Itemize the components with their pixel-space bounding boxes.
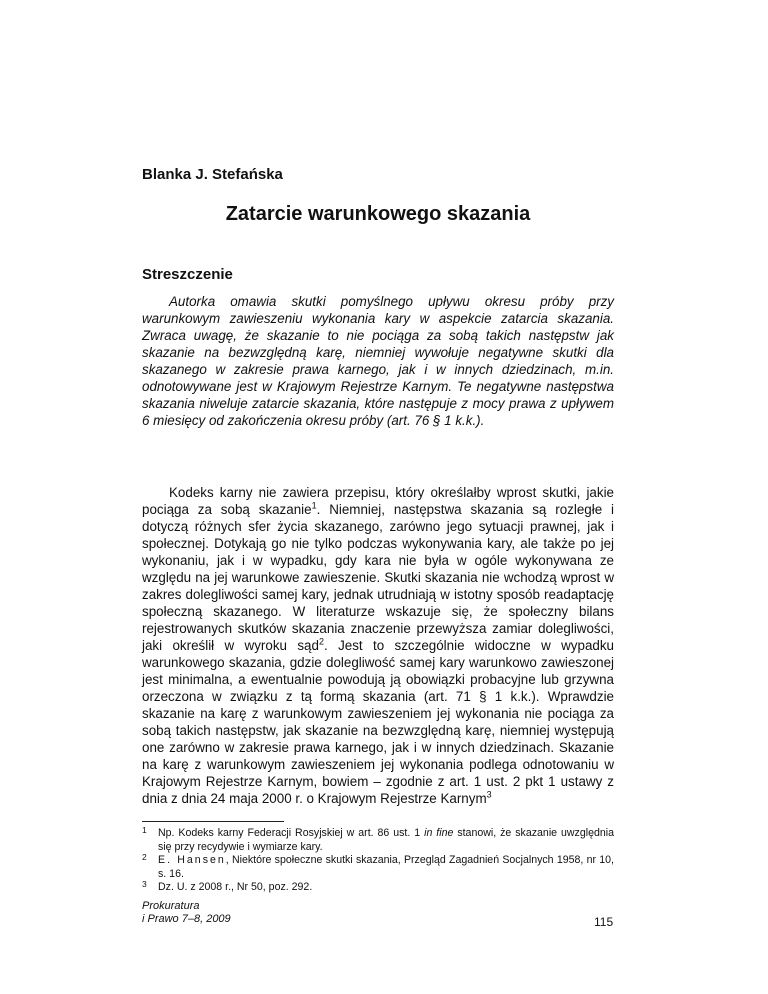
footnote-ref-2[interactable]: 2: [318, 636, 324, 647]
footnote-italic-text: in fine: [424, 827, 454, 839]
footnote-ref-3[interactable]: 3: [486, 789, 492, 800]
footnote-text: Dz. U. z 2008 r., Nr 50, poz. 292.: [158, 881, 313, 893]
article-title: Zatarcie warunkowego skazania: [225, 203, 531, 225]
footnote-text: Np. Kodeks karny Federacji Rosyjskiej w art. 86 ust. 1: [158, 827, 425, 839]
footnote-3: [142, 881, 614, 895]
body-paragraph: [142, 484, 614, 807]
footnote-text: stanowi, że skazanie uwzględnia się przy recydywie i wymiarze kary.: [158, 827, 615, 853]
footnote-2: [142, 854, 614, 881]
footnotes: [142, 827, 614, 895]
footnote-divider: [142, 821, 284, 822]
footnote-number: 3: [142, 879, 147, 889]
body-text-segment: Kodeks karny nie zawiera przepisu, który określałby wprost skutki, jakie pociąga za sobą skazanie: [142, 485, 614, 517]
footnote-number: 1: [142, 825, 147, 835]
page-number: 115: [594, 915, 614, 929]
footnote-ref-1[interactable]: 1: [311, 500, 317, 511]
body-text-segment: . Niemniej, następstwa skazania są rozległe i dotyczą różnych sfer życia skazanego, zarówno jego sytuacji prawnej, jak i społecznej. Dotykają go nie tylko podczas wykonywania kary, ale także po jej wykonaniu, jak i w wypadku, gdy kara nie była w ogóle wykonywana ze względu na jej warunkowe zawieszenie. Skutki skazania nie wchodzą wprost w zakres dolegliwości samej kary, jednak utrudniają w istotny sposób readaptację społeczną skazanego. W literaturze wskazuje się, że społeczny bilans rejestrowanych skutków skazania znaczenie przewyższa zamiar dolegliwości, jaki określił w wyroku sąd: [142, 502, 614, 653]
abstract-text: Autorka omawia skutki pomyślnego upływu okresu próby przy warunkowym zawieszeniu wykonania kary w aspekcie zatarcia skazania. Zwraca uwagę, że skazanie to nie pociąga za sobą takich następstw jak skazanie na bezwzględną karę, niemniej wywołuje negatywne skutki dla skazanego w zakresie prawa karnego, jak i w innych dziedzinach, m.in. odnotowywane jest w Krajowym Rejestrze Karnym. Te negatywne następstwa skazania niweluje zatarcie skazania, które następuje z mocy prawa z upływem 6 miesięcy od zakończenia okresu próby (art. 76 § 1 k.k.).: [142, 294, 614, 428]
journal-name: Prokuratura: [142, 900, 200, 912]
abstract-heading: Streszczenie: [142, 266, 233, 283]
body-text-segment: . Jest to szczególnie widoczne w wypadku warunkowego skazania, gdzie dolegliwość samej kary warunkowo zawieszonej jest minimalna, a ewentualnie powodują ją obowiązki probacyjne lub grzywna orzeczona w związku z tą formą skazania (art. 71 § 1 k.k.). Wprawdzie skazanie na karę z warunkowym zawieszeniem jej wykonania nie pociąga za sobą takich następstw, jak skazanie na bezwzględną karę, niemniej występują one zarówno w zakresie prawa karnego, jak i w innych dziedzinach. Skazanie na karę z warunkowym zawieszeniem jej wykonania podlega odnotowaniu w Krajowym Rejestrze Karnym, bowiem – zgodnie z art. 1 ust. 2 pkt 1 ustawy z dnia z dnia 24 maja 2000 r. o Krajowym Rejestrze Karnym: [142, 638, 614, 806]
footnote-number: 2: [142, 852, 147, 862]
journal-reference: [142, 900, 231, 926]
journal-issue: i Prawo 7–8, 2009: [142, 913, 231, 925]
footnote-author-name: E. Hansen: [158, 854, 226, 866]
footnote-text: , Niektóre społeczne skutki skazania, Przegląd Zagadnień Socjalnych 1958, nr 10, s. 16.: [158, 854, 614, 880]
footnote-1: [142, 827, 614, 854]
author-name: Blanka J. Stefańska: [142, 166, 283, 183]
